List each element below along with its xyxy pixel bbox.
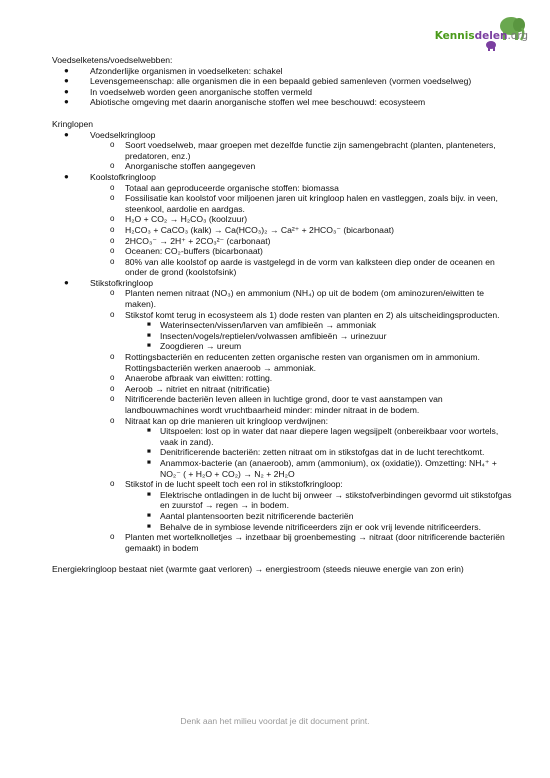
square-bullet-icon: ■ bbox=[147, 522, 151, 530]
energiekringloop-paragraph: Energiekringloop bestaat niet (warmte gaat verloren) → energiestroom (steeds nieuwe energie van zon erin) bbox=[52, 564, 464, 575]
list-item: o Planten nemen nitraat (NO₃) en ammonium (NH₄) op uit de bodem (om aminozuren/eiwitten te maken). bbox=[110, 288, 485, 310]
square-bullet-icon: ■ bbox=[147, 342, 151, 350]
list-item: o 80% van alle koolstof op aarde is vastgelegd in de vorm van kalksteen diep onder de oceanen en onder de grond (koolstofsink) bbox=[110, 256, 495, 278]
square-bullet-icon: ■ bbox=[147, 448, 151, 456]
list-item: ■ Insecten/vogels/reptielen/volwassen amfibieën → urinezuur bbox=[147, 330, 387, 341]
circle-bullet-icon: o bbox=[110, 383, 115, 393]
logo-text[interactable] bbox=[435, 30, 528, 42]
square-bullet-icon: ■ bbox=[147, 331, 151, 339]
circle-bullet-icon: o bbox=[110, 288, 115, 298]
list-item: o H₂CO₃ + CaCO₃ (kalk) → Ca(HCO₃)₂ → Ca²⁺ + 2HCO₃⁻ (bicarbonaat) bbox=[110, 224, 394, 235]
square-bullet-icon: ■ bbox=[147, 458, 151, 466]
list-item: o Nitraat kan op drie manieren uit kringloop verdwijnen: ■ Uitspoelen: lost op in water dat naar diepere lagen wegsijpelt (onbereikbaar voor wortels, vaak in zand). ■ Denitrificerende bacteriën: zetten nitraat om in stikstofgas dat in de lucht terechtkomt. ■ Anammox-bacterie (an (anaeroob), amm (ammonium), ox (oxidatie)). Omzetting: NH₄⁺ + NO₂⁻ ( + H₂O + CO₂) → N₂ + 2H₂O bbox=[90, 416, 512, 480]
bullet-icon: ● bbox=[64, 277, 69, 287]
list-item-voedselkringloop: ● Voedselkringloop o Soort voedselweb, maar groepen met dezelfde functie zijn samengebracht (planten, planteneters, predatoren, enz.) o Anorganische stoffen aangegeven bbox=[52, 130, 512, 172]
list-item-stikstofkringloop: ● Stikstofkringloop o Planten nemen nitraat (NO₃) en ammonium (NH₄) op uit de bodem (om aminozuren/eiwitten te maken). o Stikstof komt terug in ecosysteem als 1) dode resten van planten en 2) als uitscheidingsproducten. ■ Waterinsecten/vissen/larven van amfibieën → ammoniak ■ Insecten/vogels/reptielen/volwassen amfibieën → urinezuur ■ Zoogdieren → ureum o Rottingsbacteriën en reducenten zetten organische resten van organismen om in ammonium. Rottingsbacteriën werken anaeroob → ammoniak. o Anaerobe afbraak van eiwitten: rotting. o Aeroob → nitriet en nitraat (nitrificatie) o Nitrificerende bacteriën leven alleen in luchtige grond, door te vast aanstampen van landbouwmachines wordt vruchtbaarheid minder: minder nitraat in de bodem. o Nitraat kan op drie manieren uit kringloop verdwijnen: ■ Uitspoelen: lost op in water dat naar diepere lagen wegsijpelt (onbereikbaar voor wortels, vaak in zand). ■ Denitrificerende bacteriën: zetten nitraat om in stikstofgas dat in de lucht terechtkomt. ■ Anammox-bacterie (an (anaeroob), amm (ammonium), ox (oxidatie)). Omzetting: NH₄⁺ + NO₂⁻ ( + H₂O + CO₂) → N₂ + 2H₂O o Stikstof in de lucht speelt toch een rol in stikstofkringloop: ■ Elektrische ontladingen in de lucht bij onweer → stikstofverbindingen gevormd uit stikstofgas en zuurstof → regen → in bodem. ■ Aantal plantensoorten bezit nitrificerende bacteriën ■ Behalve de in symbiose levende nitrificeerders zijn er ook vrij levende nitrificeerders. o Planten met wortelknolletjes → inzetbaar bij groenbemesting → nitraat (door nitrificerende bacteriën gemaakt) in bodem bbox=[64, 277, 512, 553]
circle-bullet-icon: o bbox=[110, 532, 115, 542]
list-item: ● Levensgemeenschap: alle organismen die in een bepaald gebied samenleven (vormen voedselweg) bbox=[64, 76, 472, 87]
circle-bullet-icon: o bbox=[110, 235, 115, 245]
list-item: o Aeroob → nitriet en nitraat (nitrificatie) bbox=[110, 383, 270, 394]
bullet-icon: ● bbox=[64, 97, 69, 107]
list-item: ■ Elektrische ontladingen in de lucht bij onweer → stikstofverbindingen gevormd uit stikstofgas en zuurstof → regen → in bodem. bbox=[147, 489, 512, 511]
circle-bullet-icon: o bbox=[110, 479, 115, 489]
list-item: o Nitrificerende bacteriën leven alleen in luchtige grond, door te vast aanstampen van landbouwmachines wordt vruchtbaarheid minder: minder nitraat in de bodem. bbox=[110, 394, 443, 415]
circle-bullet-icon: o bbox=[110, 309, 115, 319]
list-item: o Stikstof komt terug in ecosysteem als 1) dode resten van planten en 2) als uitscheidingsproducten. ■ Waterinsecten/vissen/larven van amfibieën → ammoniak ■ Insecten/vogels/reptielen/volwassen amfibieën → urinezuur ■ Zoogdieren → ureum bbox=[90, 310, 512, 352]
circle-bullet-icon: o bbox=[110, 373, 115, 383]
circle-bullet-icon: o bbox=[110, 224, 115, 234]
list-item: o Fossilisatie kan koolstof voor miljoenen jaren uit kringloop halen en vastleggen, zoals bijv. in veen, steenkool, aardolie en aardgas. bbox=[110, 193, 498, 214]
bullet-icon: ● bbox=[64, 65, 69, 75]
bullet-icon: ● bbox=[64, 76, 69, 86]
square-bullet-icon: ■ bbox=[147, 321, 151, 329]
list-item: o 2HCO₃⁻ → 2H⁺ + 2CO₃²⁻ (carbonaat) bbox=[110, 235, 271, 246]
bullet-icon: ● bbox=[64, 171, 69, 181]
section-title-voedselketens: Voedselketens/voedselwebben: bbox=[52, 55, 173, 65]
voedselketens-list bbox=[52, 66, 512, 108]
square-bullet-icon: ■ bbox=[147, 427, 151, 435]
circle-bullet-icon: o bbox=[110, 214, 115, 224]
list-item: o Stikstof in de lucht speelt toch een rol in stikstofkringloop: ■ Elektrische ontladingen in de lucht bij onweer → stikstofverbindingen gevormd uit stikstofgas en zuurstof → regen → in bodem. ■ Aantal plantensoorten bezit nitrificerende bacteriën ■ Behalve de in symbiose levende nitrificeerders zijn er ook vrij levende nitrificeerders. bbox=[110, 479, 512, 532]
bullet-icon: ● bbox=[64, 129, 69, 139]
circle-bullet-icon: o bbox=[110, 352, 115, 362]
circle-bullet-icon: o bbox=[110, 193, 115, 203]
list-item: ■ Uitspoelen: lost op in water dat naar diepere lagen wegsijpelt (onbereikbaar voor wortels, vaak in zand). bbox=[147, 426, 499, 447]
list-item: ■ Anammox-bacterie (an (anaeroob), amm (ammonium), ox (oxidatie)). Omzetting: NH₄⁺ + NO₂⁻ ( + H₂O + CO₂) → N₂ + 2H₂O bbox=[147, 457, 497, 479]
list-item: o Anorganische stoffen aangegeven bbox=[110, 161, 256, 172]
footer-note: Denk aan het milieu voordat je dit document print. bbox=[180, 716, 370, 726]
list-item: ■ Zoogdieren → ureum bbox=[147, 341, 242, 352]
circle-bullet-icon: o bbox=[110, 182, 115, 192]
list-item: o Totaal aan geproduceerde organische stoffen: biomassa bbox=[110, 182, 339, 193]
list-item: o H₂O + CO₂ → H₂CO₃ (koolzuur) bbox=[110, 214, 248, 225]
kringlopen-list bbox=[52, 130, 512, 554]
circle-bullet-icon: o bbox=[110, 415, 115, 425]
list-item: ● In voedselweb worden geen anorganische stoffen vermeld bbox=[64, 86, 312, 97]
section-title-kringlopen: Kringlopen bbox=[52, 118, 94, 129]
square-bullet-icon: ■ bbox=[147, 511, 151, 519]
logo-part-kennis: Kennis bbox=[434, 30, 475, 42]
list-item: ■ Waterinsecten/vissen/larven van amfibieën → ammoniak bbox=[147, 320, 377, 331]
list-item: o Planten met wortelknolletjes → inzetbaar bij groenbemesting → nitraat (door nitrificerende bacteriën gemaakt) in bodem bbox=[110, 532, 505, 553]
circle-bullet-icon: o bbox=[110, 246, 115, 256]
list-item: o Soort voedselweb, maar groepen met dezelfde functie zijn samengebracht (planten, planteneters, predatoren, enz.) bbox=[110, 140, 496, 161]
circle-bullet-icon: o bbox=[110, 394, 115, 404]
list-item: ■ Aantal plantensoorten bezit nitrificerende bacteriën bbox=[147, 510, 354, 521]
circle-bullet-icon: o bbox=[110, 161, 115, 171]
list-item: o Anaerobe afbraak van eiwitten: rotting. bbox=[110, 373, 273, 384]
list-item: ● Afzonderlijke organismen in voedselketen: schakel bbox=[64, 65, 283, 76]
bullet-icon: ● bbox=[64, 86, 69, 96]
logo-part-org: .org bbox=[507, 30, 528, 42]
circle-bullet-icon: o bbox=[110, 256, 115, 266]
list-item: o Oceanen: CO₂-buffers (bicarbonaat) bbox=[110, 246, 263, 257]
circle-bullet-icon: o bbox=[110, 140, 115, 150]
square-bullet-icon: ■ bbox=[147, 490, 151, 498]
list-item: ■ Behalve de in symbiose levende nitrificeerders zijn er ook vrij levende nitrificeerders. bbox=[147, 521, 481, 532]
list-item: ● Abiotische omgeving met daarin anorganische stoffen wel mee beschouwd: ecosysteem bbox=[64, 97, 426, 108]
logo-part-delen: delen bbox=[474, 30, 508, 42]
list-item-koolstofkringloop: ● Koolstofkringloop o Totaal aan geproduceerde organische stoffen: biomassa o Fossilisatie kan koolstof voor miljoenen jaren uit kringloop halen en vastleggen, zoals bijv. in veen, steenkool, aardolie en aardgas. o H₂O + CO₂ → H₂CO₃ (koolzuur) o H₂CO₃ + CaCO₃ (kalk) → Ca(HCO₃)₂ → Ca²⁺ + 2HCO₃⁻ (bicarbonaat) o 2HCO₃⁻ → 2H⁺ + 2CO₃²⁻ (carbonaat) o Oceanen: CO₂-buffers (bicarbonaat) o 80% van alle koolstof op aarde is vastgelegd in de vorm van kalksteen diep onder de oceanen en onder de grond (koolstofsink) bbox=[52, 172, 512, 278]
list-item: ■ Denitrificerende bacteriën: zetten nitraat om in stikstofgas dat in de lucht terechtkomt. bbox=[147, 447, 485, 458]
document-body bbox=[52, 55, 512, 575]
list-item: o Rottingsbacteriën en reducenten zetten organische resten van organismen om in ammonium. Rottingsbacteriën werken anaeroob → ammoniak. bbox=[110, 352, 480, 373]
